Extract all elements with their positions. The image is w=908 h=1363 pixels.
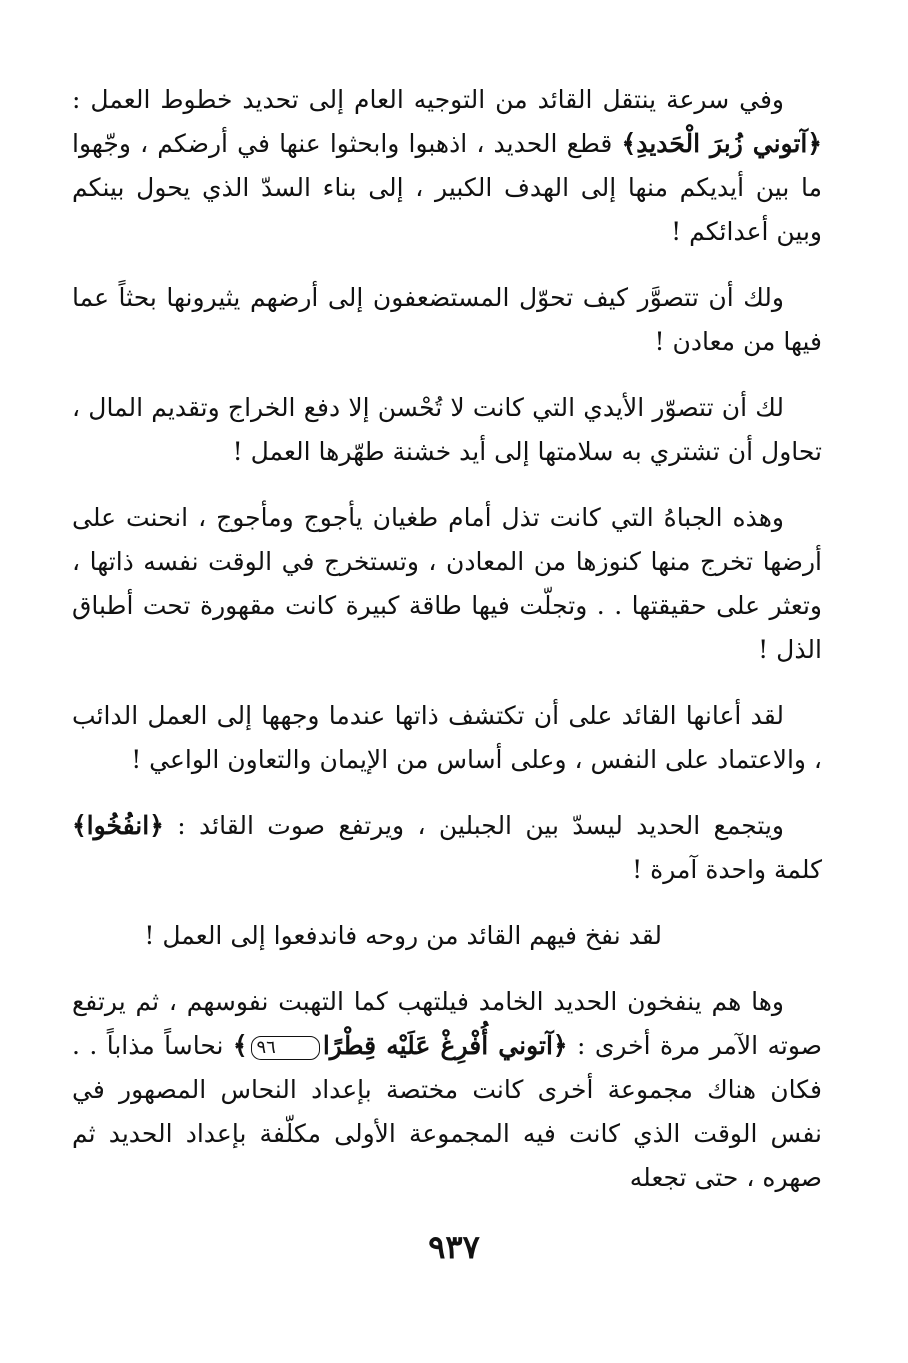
paragraph-text: قطع الحديد ، اذهبوا وابحثوا عنها في أرضكم ، وجّهوا ما بين أيديكم منها إلى الهدف الكبير ، إلى بناء السدّ الذي يحول بينكم وبين أعدائكم ! (72, 129, 822, 246)
paragraph-p6 (72, 804, 822, 892)
book-page (72, 78, 822, 1318)
paragraph-text: لك أن تتصوّر الأيدي التي كانت لا تُحْسن إلا دفع الخراج وتقديم المال ، تحاول أن تشتري به سلامتها إلى أيد خشنة طهّرها العمل ! (72, 393, 822, 466)
paragraph-text: نحاساً مذاباً . . فكان هناك مجموعة أخرى كانت مختصة بإعداد النحاس المصهور في نفس الوقت الذي كانت فيه المجموعة الأولى مكلّفة بإعداد الحديد ثم صهره ، حتى تجعله (72, 1031, 822, 1192)
paragraph-p3 (72, 386, 822, 474)
paragraph-text: لقد نفخ فيهم القائد من روحه فاندفعوا إلى العمل ! (144, 921, 662, 950)
paragraph-text: لقد أعانها القائد على أن تكتشف ذاتها عندما وجهها إلى العمل الدائب ، والاعتماد على النفس ، وعلى أساس من الإيمان والتعاون الواعي ! (72, 701, 822, 774)
paragraph-p2 (72, 276, 822, 364)
paragraph-text: وها هم ينفخون الحديد الخامد فيلتهب كما التهبت نفوسهم ، ثم يرتفع صوته الآمر مرة أخرى : (72, 987, 822, 1060)
paragraph-p8 (72, 980, 822, 1200)
verse-number: ٩٦ (251, 1036, 320, 1060)
paragraph-p7 (72, 914, 822, 958)
quran-quote: ﴿انفُخُوا﴾ (72, 811, 164, 840)
quran-quote: ﴿آتوني زُبرَ الْحَديدِ﴾ (621, 129, 823, 158)
paragraph-text: وهذه الجباهُ التي كانت تذل أمام طغيان يأجوج ومأجوج ، انحنت على أرضها تخرج منها كنوزها من المعادن ، وتستخرج في الوقت نفسه ذاتها ، وتعثر على حقيقتها . . وتجلّت فيها طاقة كبيرة كانت مقهورة تحت أطباق الذل ! (72, 503, 822, 664)
paragraph-p4 (72, 496, 822, 672)
paragraph-p5 (72, 694, 822, 782)
quran-quote: ﴾ (232, 1031, 248, 1060)
page-body (72, 78, 822, 1200)
paragraph-p1 (72, 78, 822, 254)
quran-quote: ﴿آتوني أُفْرِغْ عَلَيْه قِطْرًا (322, 1031, 568, 1060)
paragraph-text: وفي سرعة ينتقل القائد من التوجيه العام إلى تحديد خطوط العمل : (72, 85, 784, 114)
paragraph-text: ويتجمع الحديد ليسدّ بين الجبلين ، ويرتفع صوت القائد : (163, 811, 784, 840)
paragraph-text: ولك أن تتصوَّر كيف تحوّل المستضعفون إلى أرضهم يثيرونها بحثاً عما فيها من معادن ! (72, 283, 822, 356)
paragraph-text: كلمة واحدة آمرة ! (632, 855, 822, 884)
page-number: ٩٣٧ (428, 1228, 480, 1266)
